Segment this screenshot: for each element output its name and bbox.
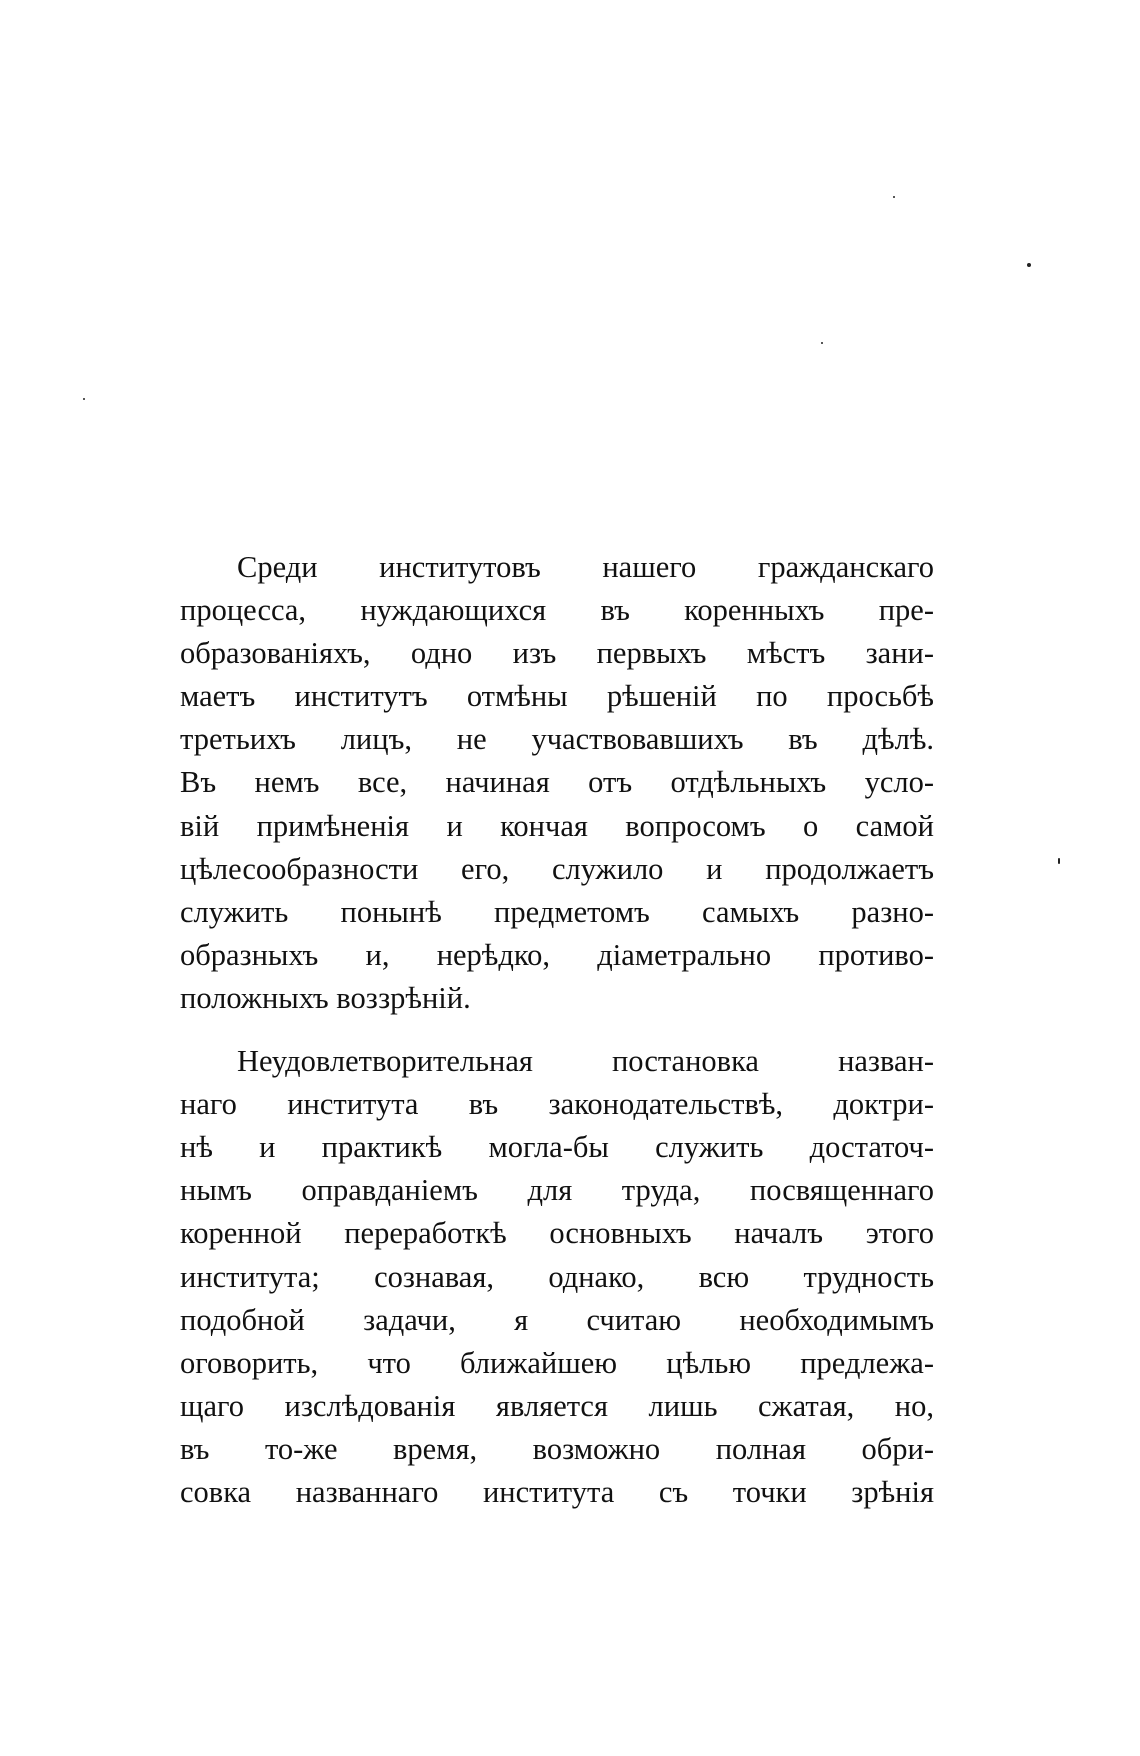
print-speck	[893, 196, 895, 198]
text-line: маетъ институтъ отмѣны рѣшеній по просьбѣ	[180, 679, 934, 714]
text-line: положныхъ воззрѣній.	[180, 980, 471, 1015]
text-line: Среди институтовъ нашего гражданскаго	[237, 550, 934, 584]
text-line: наго института въ законодательствѣ, доктри-	[180, 1087, 934, 1122]
print-speck	[821, 342, 823, 344]
text-line: нѣ и практикѣ могла-бы служить достаточ-	[180, 1130, 934, 1165]
text-line: цѣлесообразности его, служило и продолжаетъ	[180, 851, 934, 886]
text-line: оговорить, что ближайшею цѣлью предлежа-	[180, 1345, 934, 1380]
paragraph	[180, 1040, 934, 1514]
text-line: образныхъ и, нерѣдко, діаметрально противо-	[180, 937, 934, 972]
text-line: коренной переработкѣ основныхъ началъ этого	[180, 1216, 934, 1251]
text-line: третьихъ лицъ, не участвовавшихъ въ дѣлѣ.	[180, 722, 934, 757]
print-speck	[83, 398, 85, 400]
text-line: Неудовлетворительная постановка назван-	[237, 1044, 934, 1079]
paragraph	[180, 546, 934, 1020]
print-speck	[1058, 858, 1060, 864]
text-line: вій примѣненія и кончая вопросомъ о самой	[180, 808, 934, 843]
text-line: подобной задачи, я считаю необходимымъ	[180, 1302, 934, 1337]
text-line: Въ немъ все, начиная отъ отдѣльныхъ усло-	[180, 765, 934, 800]
text-line: въ то-же время, возможно полная обри-	[180, 1431, 934, 1466]
text-line: щаго изслѣдованія является лишь сжатая, но,	[180, 1388, 934, 1423]
body-text	[180, 546, 934, 1534]
text-line: совка названнаго института съ точки зрѣнія	[180, 1474, 934, 1509]
text-line: института; сознавая, однако, всю трудность	[180, 1259, 934, 1294]
print-speck	[1027, 263, 1031, 267]
text-line: служить понынѣ предметомъ самыхъ разно-	[180, 894, 934, 929]
text-line: процесса, нуждающихся въ коренныхъ пре-	[180, 593, 934, 628]
text-line: образованіяхъ, одно изъ первыхъ мѣстъ зани-	[180, 636, 934, 671]
text-line: нымъ оправданіемъ для труда, посвященнаго	[180, 1173, 934, 1208]
